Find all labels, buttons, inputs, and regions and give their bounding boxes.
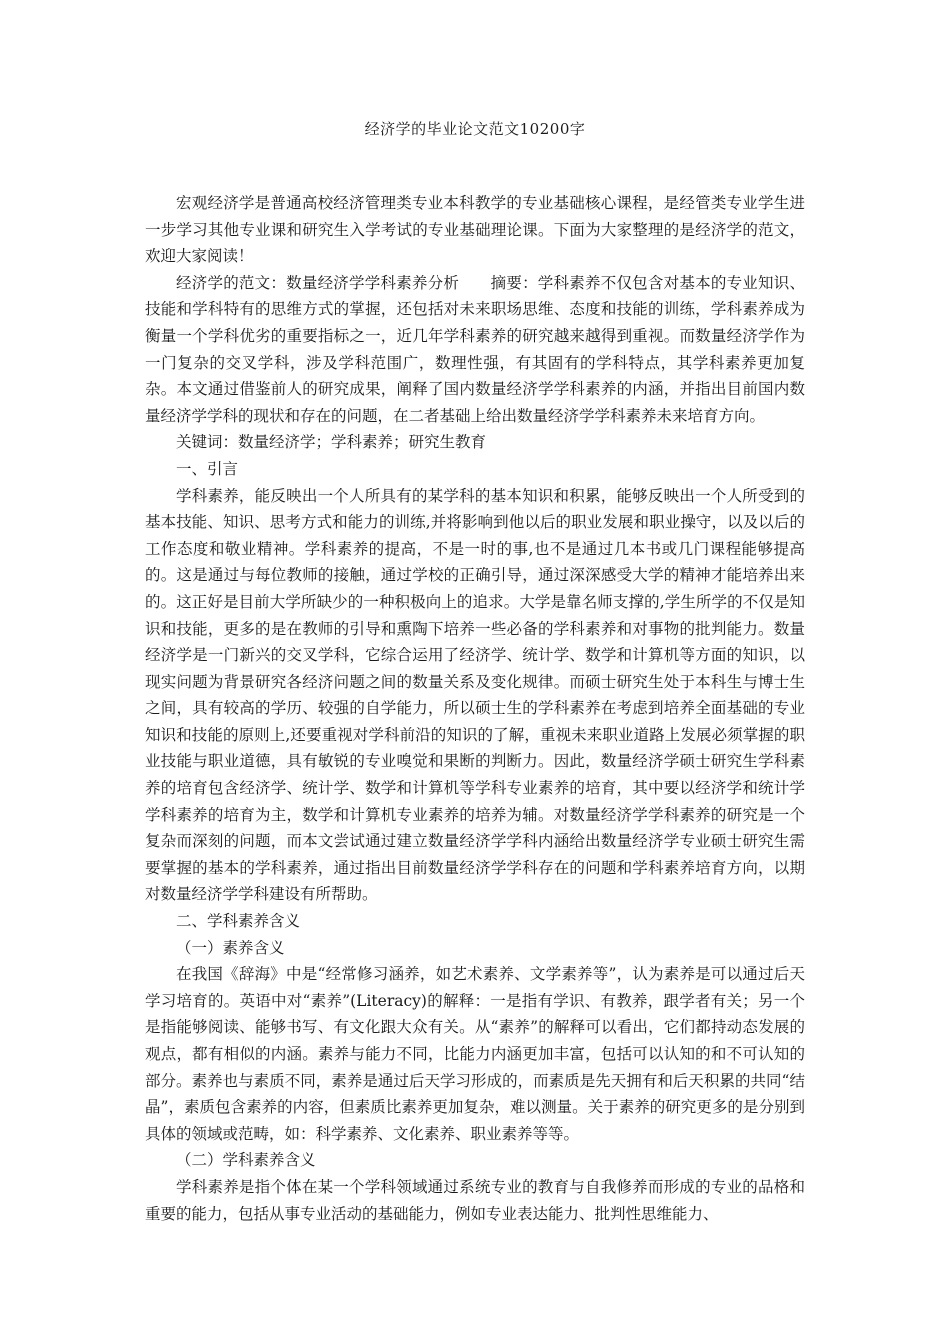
document-body	[145, 190, 805, 1227]
page-title: 经济学的毕业论文范文10200字	[364, 120, 586, 138]
subsection-heading-discipline-literacy: （二）学科素养含义	[176, 1151, 316, 1170]
discipline-literacy-paragraph: 学科素养是指个体在某一个学科领域通过系统专业的教育与自我修养而形成的专业的品格和重要的能力，包括从事专业活动的基础能力，例如专业表达能力、批判性思维能力、	[145, 1177, 805, 1223]
subsection-heading-literacy: （一）素养含义	[176, 938, 285, 957]
section-heading-meaning: 二、学科素养含义	[176, 912, 301, 931]
abstract-paragraph: 经济学的范文：数量经济学学科素养分析 摘要：学科素养不仅包含对基本的专业知识、技能和学科特有的思维方式的掌握，还包括对未来职场思维、态度和技能的训练，学科素养成为衡量一个学科优劣的重要指标之一，近几年学科素养的研究越来越得到重视。而数量经济学作为一门复杂的交叉学科，涉及学科范围广，数理性强，有其固有的学科特点，其学科素养更加复杂。本文通过借鉴前人的研究成果，阐释了国内数量经济学学科素养的内涵，并指出目前国内数量经济学学科的现状和存在的问题，在二者基础上给出数量经济学学科素养未来培育方向。	[145, 273, 805, 425]
section-heading-introduction: 一、引言	[176, 459, 239, 478]
introduction-paragraph: 学科素养，能反映出一个人所具有的某学科的基本知识和积累，能够反映出一个人所受到的基本技能、知识、思考方式和能力的训练,并将影响到他以后的职业发展和职业操守，以及以后的工作态度和敬业精神。学科素养的提高，不是一时的事,也不是通过几本书或几门课程能够提高的。这是通过与每位教师的接触，通过学校的正确引导，通过深深感受大学的精神才能培养出来的。这正好是目前大学所缺少的一种积极向上的追求。大学是靠名师支撑的,学生所学的不仅是知识和技能，更多的是在教师的引导和熏陶下培养一些必备的学科素养和对事物的批判能力。数量经济学是一门新兴的交叉学科，它综合运用了经济学、统计学、数学和计算机等方面的知识，以现实问题为背景研究各经济问题之间的数量关系及变化规律。而硕士研究生处于本科生与博士生之间，具有较高的学历、较强的自学能力，所以硕士生的学科素养在考虑到培养全面基础的专业知识和技能的原则上,还要重视对学科前沿的知识的了解，重视未来职业道路上发展必须掌握的职业技能与职业道德，具有敏锐的专业嗅觉和果断的判断力。因此，数量经济学硕士研究生学科素养的培育包含经济学、统计学、数学和计算机等学科专业素养的培育，其中要以经济学和统计学学科素养的培育为主，数学和计算机专业素养的培养为辅。对数量经济学学科素养的研究是一个复杂而深刻的问题，而本文尝试通过建立数量经济学学科内涵给出数量经济学专业硕士研究生需要掌握的基本的学科素养，通过指出目前数量经济学学科存在的问题和学科素养培育方向，以期对数量经济学学科建设有所帮助。	[145, 486, 805, 904]
intro-paragraph: 宏观经济学是普通高校经济管理类专业本科教学的专业基础核心课程，是经管类专业学生进一步学习其他专业课和研究生入学考试的专业基础理论课。下面为大家整理的是经济学的范文，欢迎大家阅读！	[145, 194, 805, 266]
literacy-paragraph: 在我国《辞海》中是“经常修习涵养，如艺术素养、文学素养等”，认为素养是可以通过后天学习培育的。英语中对“素养”(Literacy)的解释：一是指有学识、有教养，跟学者有关；另一个是指能够阅读、能够书写、有文化跟大众有关。从“素养”的解释可以看出，它们都持动态发展的观点，都有相似的内涵。素养与能力不同，比能力内涵更加丰富，包括可以认知的和不可认知的部分。素养也与素质不同，素养是通过后天学习形成的，而素质是先天拥有和后天积累的共同“结晶”，素质包含素养的内容，但素质比素养更加复杂，难以测量。关于素养的研究更多的是分别到具体的领域或范畴，如：科学素养、文化素养、职业素养等等。	[145, 965, 805, 1143]
keywords-line: 关键词：数量经济学；学科素养；研究生教育	[176, 433, 487, 452]
